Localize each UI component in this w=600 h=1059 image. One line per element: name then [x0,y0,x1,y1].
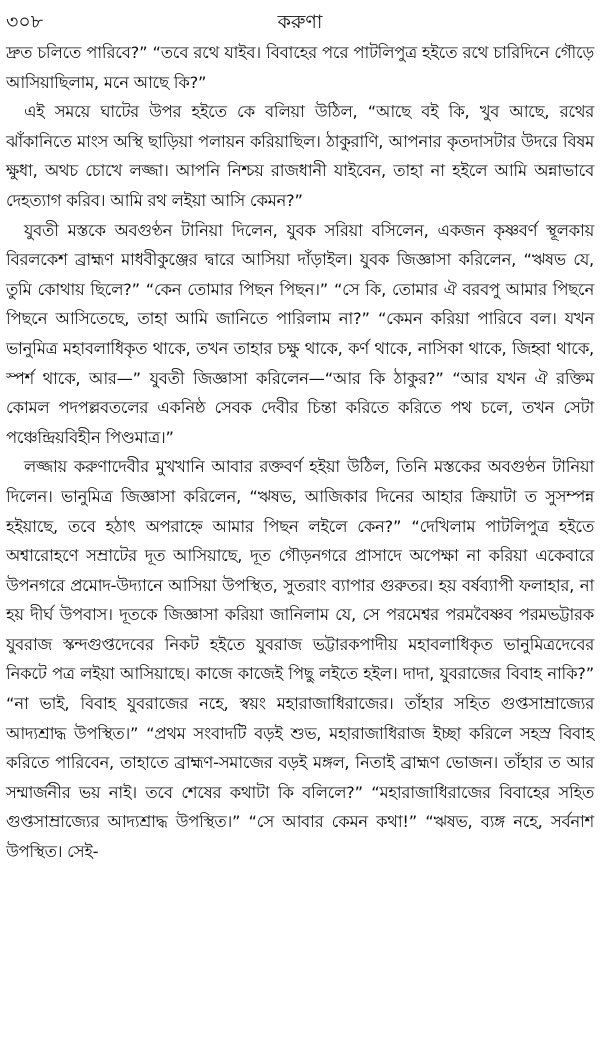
body-text [6,38,594,867]
page-number: ৩০৮ [6,11,44,33]
page-header [6,6,594,36]
paragraph-2: এই সময়ে ঘাটের উপর হইতে কে বলিয়া উঠিল, “আছে বই কি, খুব আছে, রথের ঝাঁকানিতে মাংস অস্থি ছাড়িয়া পলায়ন করিয়াছিল। ঠাকুরাণি, আপনার কৃতদাসটার উদরে বিষম ক্ষুধা, অথচ চোখে লজ্জা। আপনি নিশ্চয় রাজধানী যাইবেন, তাহা না হইলে আমি অন্নাভাবে দেহত্যাগ করিব। আমি রথ লইয়া আসি কেমন?” [6,102,594,210]
paragraph-4: লজ্জায় করুণাদেবীর মুখখানি আবার রক্তবর্ণ হইয়া উঠিল, তিনি মস্তকের অবগুণ্ঠন টানিয়া দিলেন। ভানুমিত্র জিজ্ঞাসা করিলেন, “ঋষভ, আজিকার দিনের আহার ক্রিয়াটা ত সুসম্পন্ন হইয়াছে, তবে হঠাৎ অপরাহ্নে আমার পিছন লইলে কেন?” “দেখিলাম পাটলিপুত্র হইতে অশ্বারোহণে সম্রাটের দূত আসিয়াছে, দূত গৌড়নগরে প্রাসাদে অপেক্ষা না করিয়া একেবারে উপনগরে প্রমোদ-উদ্যানে আসিয়া উপস্থিত, সুতরাং ব্যাপার গুরুতর। হয় বর্ষব্যাপী ফলাহার, না হয় দীর্ঘ উপবাস। দূতকে জিজ্ঞাসা করিয়া জানিলাম যে, সে পরমেশ্বর পরমবৈষ্ণব পরমভট্টারক যুবরাজ স্কন্দগুপ্তদেবের নিকট হইতে যুবরাজ ভট্টারকপাদীয় মহাবলাধিকৃত ভানুমিত্রদেবের নিকটে পত্র লইয়া আসিয়াছে। কাজে কাজেই পিছু লইতে হইল। দাদা, যুবরাজের বিবাহ নাকি?” “না ভাই, বিবাহ যুবরাজের নহে, স্বয়ং মহারাজাধিরাজের। তাঁহার সহিত গুপ্তসাম্রাজ্যের আদ্যশ্রাদ্ধ উপস্থিত।” “প্রথম সংবাদটি বড়ই শুভ, মহারাজাধিরাজ ইচ্ছা করিলে সহস্র বিবাহ করিতে পারিবেন, তাহাতে ব্রাহ্মণ-সমাজের বড়ই মঙ্গল, নিতাই ব্রাহ্মণ ভোজন। তাঁহার ত আর সম্মার্জনীর ভয় নাই। তবে শেষের কথাটা কি বলিলে?” “মহারাজাধিরাজের বিবাহের সহিত গুপ্তসাম্রাজ্যের আদ্যশ্রাদ্ধ উপস্থিত।” “সে আবার কেমন কথা!” “ঋষভ, ব্যঙ্গ নহে, সর্বনাশ উপস্থিত। সেই- [6,457,594,862]
paragraph-1: দ্রুত চলিতে পারিবে?” “তবে রথে যাইব। বিবাহের পরে পাটলিপুত্র হইতে রথে চারিদিনে গৌড়ে আসিয়াছিলাম, মনে আছে কি?” [6,43,594,92]
running-title: করুণা [277,11,323,33]
paragraph-3: যুবতী মস্তকে অবগুণ্ঠন টানিয়া দিলেন, যুবক সরিয়া বসিলেন, একজন কৃষ্ণবর্ণ স্থূলকায় বিরলকেশ ব্রাহ্মণ মাধবীকুঞ্জের দ্বারে আসিয়া দাঁড়াইল। যুবক জিজ্ঞাসা করিলেন, “ঋষভ যে, তুমি কোথায় ছিলে?” “কেন তোমার পিছন পিছন।” “সে কি, তোমার ঐ বরবপু আমার পিছনে পিছনে আসিতেছে, তাহা আমি জানিতে পারিলাম না?” “কেমন করিয়া পারিবে বল। যখন ভানুমিত্র মহাবলাধিকৃত থাকে, তখন তাহার চক্ষু থাকে, কর্ণ থাকে, নাসিকা থাকে, জিহ্বা থাকে, স্পর্শ থাকে, আর—” যুবতী জিজ্ঞাসা করিলেন—“আর কি ঠাকুর?” “আর যখন ঐ রক্তিম কোমল পদপল্লবতলের একনিষ্ঠ সেবক দেবীর চিন্তা করিতে করিতে পথ চলে, তখন সেটা পঞ্চেন্দ্রিয়বিহীন পিণ্ডমাত্র।” [6,220,594,447]
